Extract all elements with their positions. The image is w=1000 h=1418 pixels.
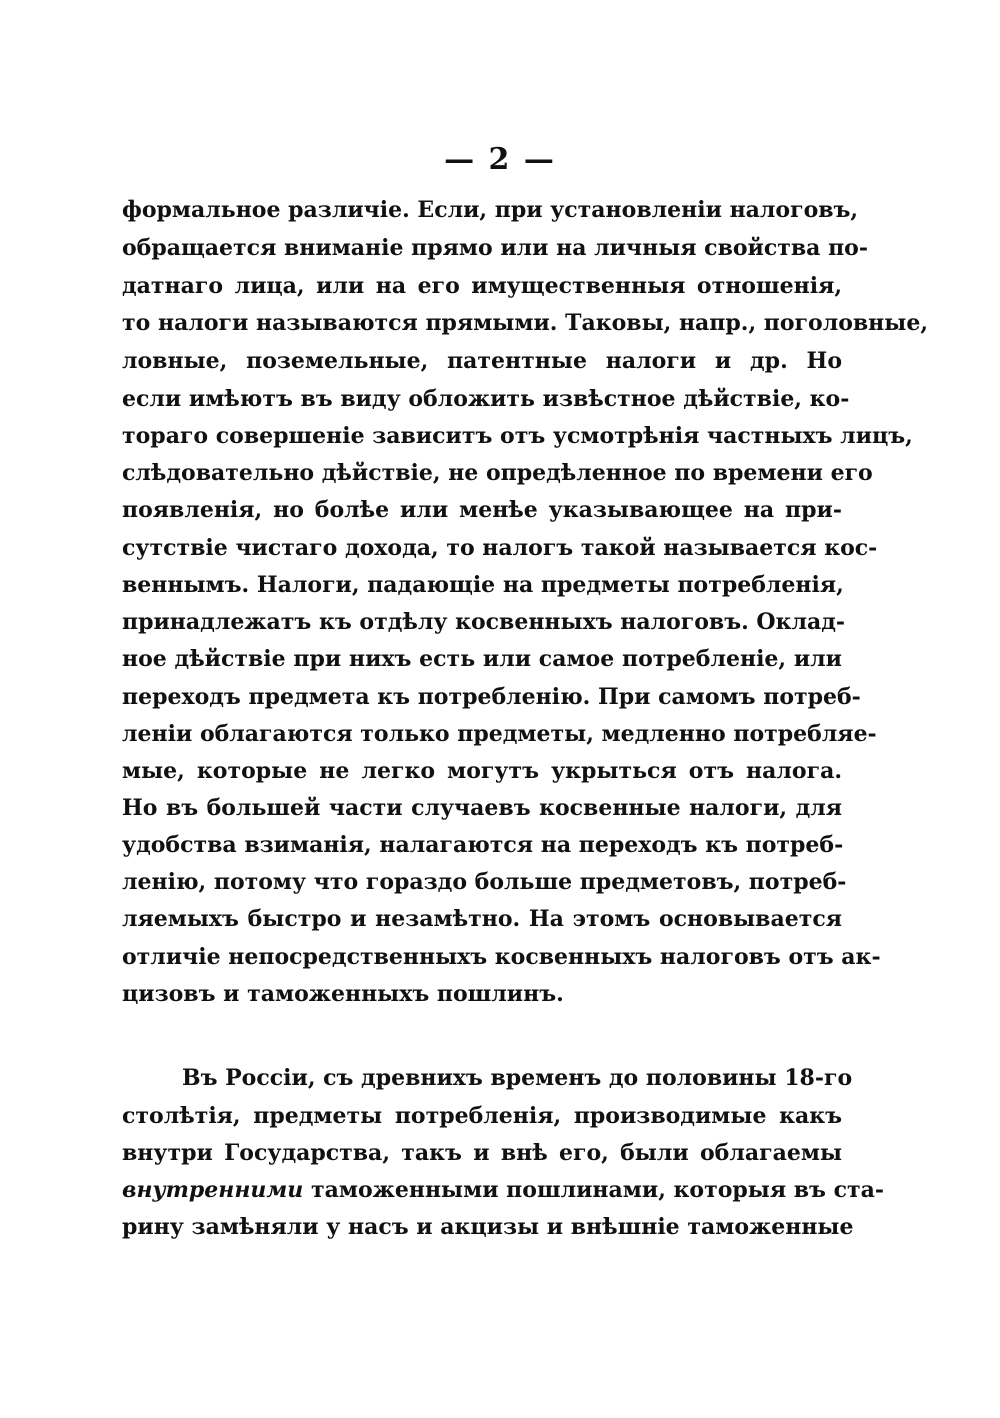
text-line: Но въ большей части случаевъ косвенные налоги, для	[122, 795, 842, 821]
text-line: рину замѣняли у насъ и акцизы и внѣшніе таможенные	[122, 1214, 854, 1240]
text-line: леніи облагаются только предметы, медленно потребляе-	[122, 721, 877, 747]
text-line: столѣтія, предметы потребленія, производимые какъ	[122, 1103, 842, 1129]
text-line: сутствіе чистаго дохода, то налогъ такой называется кос-	[122, 535, 878, 561]
text-line: то налоги называются прямыми. Таковы, напр., поголовные,	[122, 310, 928, 336]
text-line: ленію, потому что гораздо больше предметовъ, потреб-	[122, 869, 847, 895]
text-line: удобства взиманія, налагаются на переходъ къ потреб-	[122, 832, 844, 858]
text-line: отличіе непосредственныхъ косвенныхъ налоговъ отъ ак-	[122, 944, 881, 970]
text-line: ное дѣйствіе при нихъ есть или самое потребленіе, или	[122, 646, 842, 672]
text-line: появленія, но болѣе или менѣе указывающее на при-	[122, 497, 842, 523]
text-line: ляемыхъ быстро и незамѣтно. На этомъ основывается	[122, 906, 842, 932]
text-line: датнаго лица, или на его имущественныя отношенія,	[122, 273, 842, 299]
text-line: веннымъ. Налоги, падающіе на предметы потребленія,	[122, 572, 844, 598]
text-line: ловные, поземельные, патентные налоги и др. Но	[122, 348, 842, 374]
text-span: таможенными пошлинами, которыя въ ста-	[303, 1177, 884, 1203]
page-number: — 2 —	[444, 142, 556, 177]
text-line: внутри Государства, такъ и внѣ его, были облагаемы	[122, 1140, 842, 1166]
text-line: формальное различіе. Если, при установленіи налоговъ,	[122, 197, 859, 223]
text-line: Въ Россіи, съ древнихъ временъ до половины 18-го	[182, 1065, 853, 1091]
text-line: слѣдовательно дѣйствіе, не опредѣленное по времени его	[122, 460, 873, 486]
text-line: цизовъ и таможенныхъ пошлинъ.	[122, 981, 564, 1007]
text-line: тораго совершеніе зависитъ отъ усмотрѣнія частныхъ лицъ,	[122, 423, 913, 449]
text-line: принадлежатъ къ отдѣлу косвенныхъ налоговъ. Оклад-	[122, 609, 846, 635]
italic-emphasis: внутренними	[122, 1177, 304, 1203]
text-line: переходъ предмета къ потребленію. При самомъ потреб-	[122, 684, 861, 710]
text-line: обращается вниманіе прямо или на личныя свойства по-	[122, 235, 868, 261]
text-line: если имѣютъ въ виду обложить извѣстное дѣйствіе, ко-	[122, 386, 850, 412]
text-line	[122, 1170, 884, 1210]
text-line: мые, которые не легко могутъ укрыться отъ налога.	[122, 758, 842, 784]
